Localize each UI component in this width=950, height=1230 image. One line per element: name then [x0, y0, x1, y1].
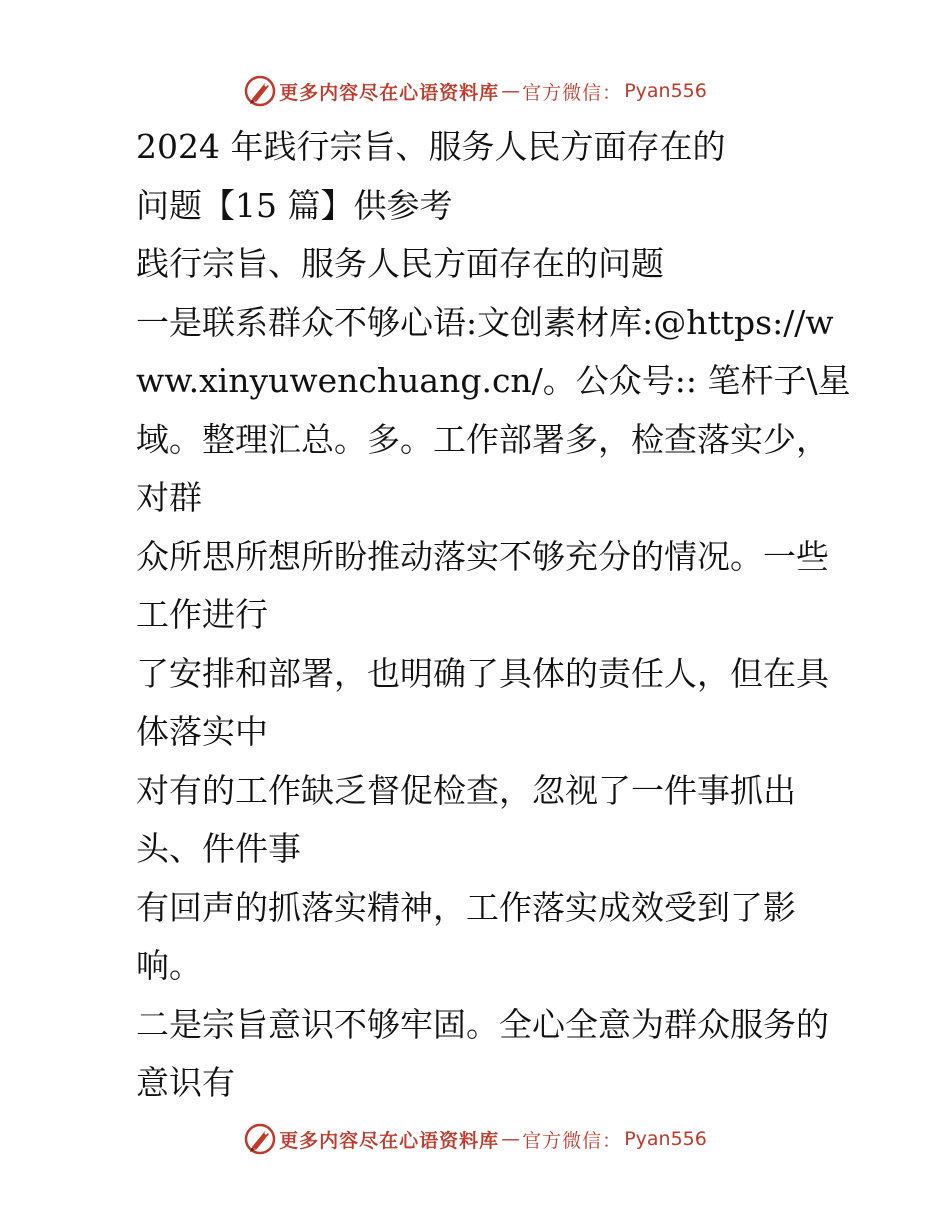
header-watermark-banner — [0, 74, 950, 108]
watermark-id: Pyan556 — [624, 80, 707, 102]
watermark-label: 官方微信： — [522, 1129, 623, 1152]
document-body — [98, 118, 858, 1113]
footer-watermark-banner — [0, 1122, 950, 1156]
watermark-dash: — — [501, 1128, 521, 1150]
paragraph-5: 有回声的抓落实精神，工作落实成效受到了影响。 — [136, 887, 796, 985]
watermark-dash: — — [501, 80, 521, 102]
watermark-text: 更多内容尽在心语资料库 — [279, 1129, 500, 1152]
document-title-line-1: 2024 年践行宗旨、服务人民方面存在的 — [136, 127, 726, 166]
paragraph-4: 对有的工作缺乏督促检查，忽视了一件事抓出头、件件事 — [136, 770, 796, 868]
watermark-id: Pyan556 — [624, 1128, 707, 1150]
paragraph-6: 二是宗旨意识不够牢固。全心全意为群众服务的意识有 — [136, 1004, 829, 1102]
pen-logo-icon — [243, 1122, 277, 1156]
watermark-text: 更多内容尽在心语资料库 — [279, 81, 500, 104]
paragraph-3: 了安排和部署，也明确了具体的责任人，但在具体落实中 — [136, 653, 829, 751]
paragraph-2: 众所思所想所盼推动落实不够充分的情况。一些工作进行 — [136, 536, 829, 634]
document-title-line-2: 问题【15 篇】供参考 — [136, 185, 453, 225]
watermark-label: 官方微信： — [522, 81, 623, 104]
paragraph-1: 一是联系群众不够心语:文创素材库:@https://www.xinyuwenchuang.cn/。公众号:: 笔杆子\星域。整理汇总。多。工作部署多，检查落实少，对群 — [136, 302, 851, 517]
pen-logo-icon — [243, 74, 277, 108]
document-subtitle: 践行宗旨、服务人民方面存在的问题 — [136, 244, 664, 283]
